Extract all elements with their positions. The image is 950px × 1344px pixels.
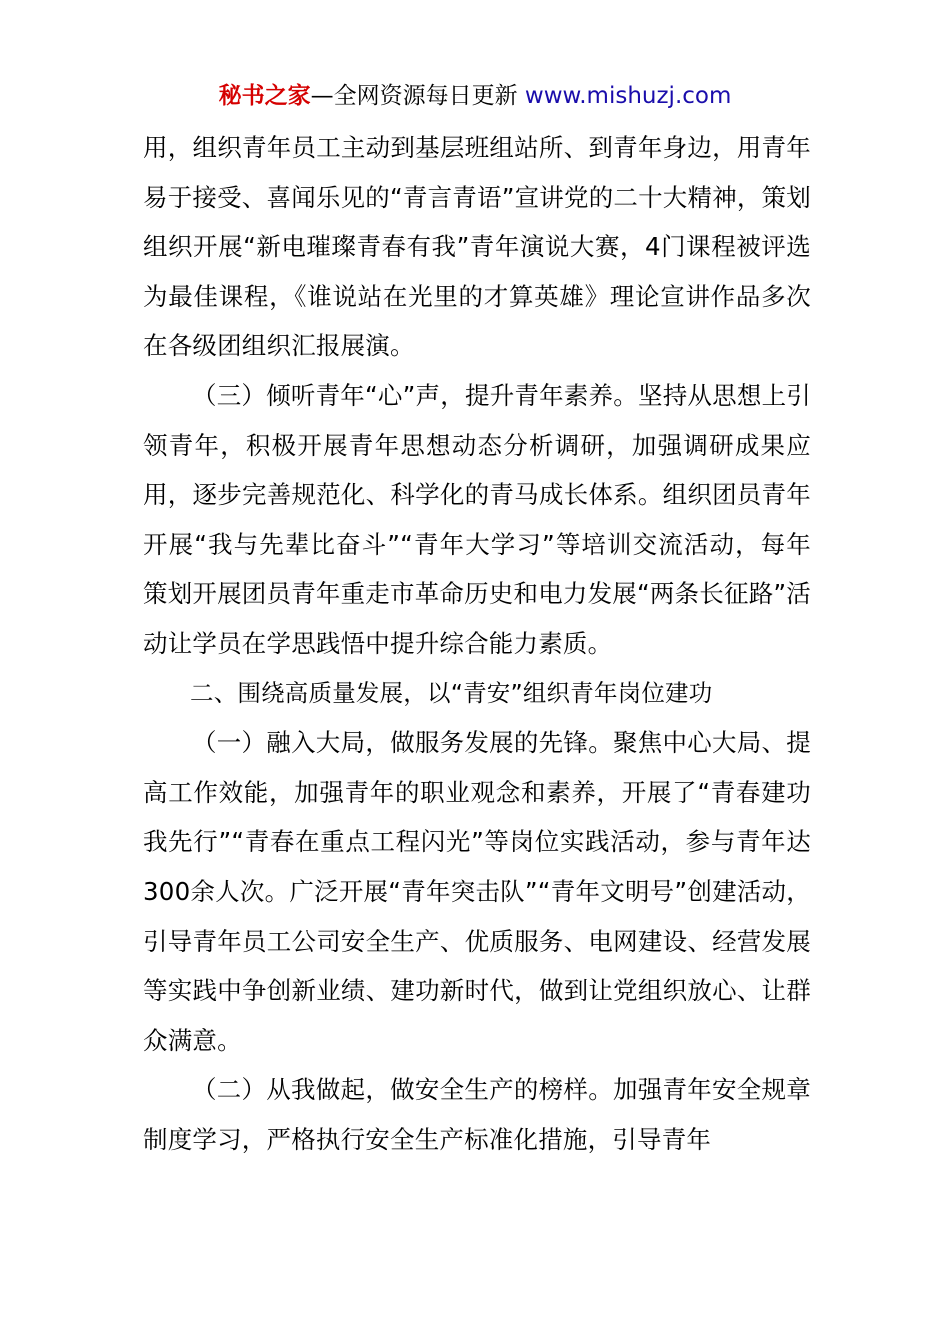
document-body (143, 123, 811, 1164)
site-tagline: —全网资源每日更新 (310, 83, 518, 109)
paragraph-section-3: （三）倾听青年“心”声，提升青年素养。坚持从思想上引领青年，积极开展青年思想动态分析调研，加强调研成果应用，逐步完善规范化、科学化的青马成长体系。组织团员青年开展“我与先辈比奋斗”“青年大学习”等培训交流活动，每年策划开展团员青年重走市革命历史和电力发展“两条长征路”活动让学员在学思践悟中提升综合能力素质。 (143, 380, 811, 658)
paragraph-subsection-2: （二）从我做起，做安全生产的榜样。加强青年安全规章制度学习，严格执行安全生产标准化措施，引导青年 (143, 1075, 811, 1154)
site-brand: 秘书之家 (218, 83, 311, 109)
section-heading-2: 二、围绕高质量发展，以“青安”组织青年岗位建功 (190, 678, 713, 707)
site-header (0, 80, 950, 112)
site-url[interactable]: www.mishuzj.com (517, 83, 732, 109)
paragraph-continued: 用，组织青年员工主动到基层班组站所、到青年身边，用青年易于接受、喜闻乐见的“青言青语”宣讲党的二十大精神，策划组织开展“新电璀璨青春有我”青年演说大赛，4门课程被评选为最佳课程，《谁说站在光里的才算英雄》理论宣讲作品多次在各级团组织汇报展演。 (143, 133, 811, 361)
paragraph-subsection-1: （一）融入大局，做服务发展的先锋。聚焦中心大局、提高工作效能，加强青年的职业观念和素养，开展了“青春建功我先行”“青春在重点工程闪光”等岗位实践活动，参与青年达300余人次。广泛开展“青年突击队”“青年文明号”创建活动，引导青年员工公司安全生产、优质服务、电网建设、经营发展等实践中争创新业绩、建功新时代，做到让党组织放心、让群众满意。 (143, 728, 811, 1055)
